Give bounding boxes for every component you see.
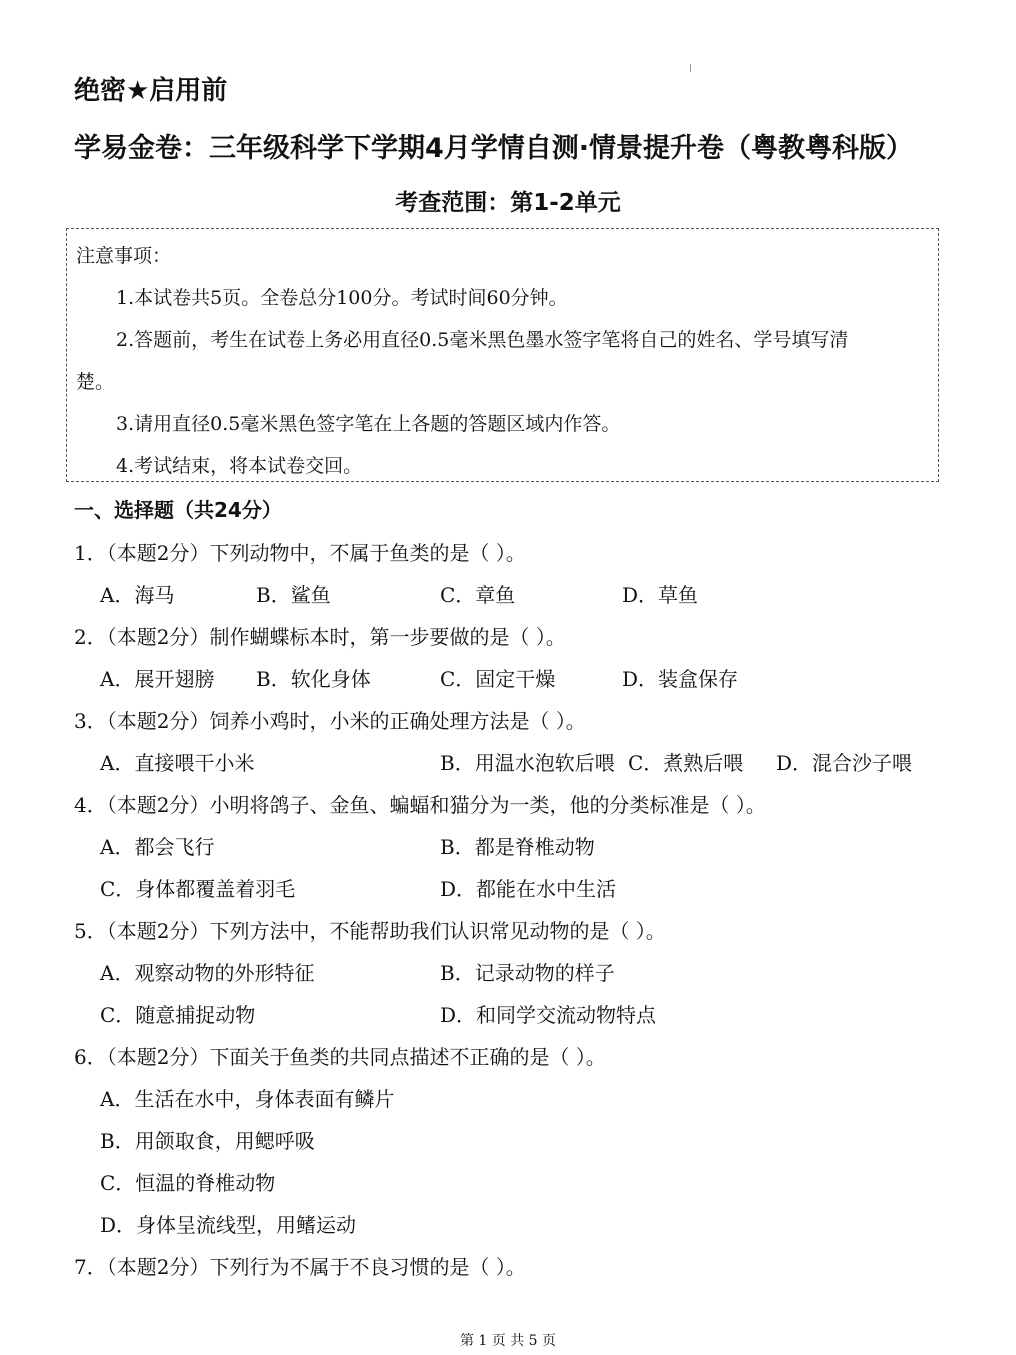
q1-option-a: A．海马	[100, 583, 175, 607]
q2-option-a: A．展开翅膀	[100, 667, 215, 691]
section-heading: 一、选择题（共24分）	[74, 498, 282, 522]
page-tick-mark	[690, 64, 691, 72]
q3-option-c: C．煮熟后喂	[628, 751, 744, 775]
question-2: 2．（本题2分）制作蝴蝶标本时，第一步要做的是（ ）。	[74, 625, 566, 649]
notice-item-2: 2.答题前，考生在试卷上务必用直径0.5毫米黑色墨水签字笔将自己的姓名、学号填写清	[116, 329, 849, 351]
q1-option-d: D．草鱼	[622, 583, 699, 607]
q3-option-a: A．直接喂干小米	[100, 751, 255, 775]
question-4: 4．（本题2分）小明将鸽子、金鱼、蝙蝠和猫分为一类，他的分类标准是（ ）。	[74, 793, 766, 817]
q1-option-c: C．章鱼	[440, 583, 516, 607]
q3-option-b: B．用温水泡软后喂	[440, 751, 615, 775]
page-title: 学易金卷：三年级科学下学期4月学情自测·情景提升卷（粤教粤科版）	[74, 133, 914, 164]
q5-option-a: A．观察动物的外形特征	[100, 961, 315, 985]
q3-option-d: D．混合沙子喂	[776, 751, 913, 775]
question-1: 1．（本题2分）下列动物中，不属于鱼类的是（ ）。	[74, 541, 526, 565]
q6-option-a: A．生活在水中，身体表面有鳞片	[100, 1087, 395, 1111]
q2-option-d: D．装盒保存	[622, 667, 739, 691]
notice-item-3: 3.请用直径0.5毫米黑色签字笔在上各题的答题区域内作答。	[116, 413, 621, 435]
q5-option-d: D．和同学交流动物特点	[440, 1003, 657, 1027]
question-6: 6．（本题2分）下面关于鱼类的共同点描述不正确的是（ ）。	[74, 1045, 606, 1069]
q6-option-d: D．身体呈流线型，用鳍运动	[100, 1213, 357, 1237]
q5-option-b: B．记录动物的样子	[440, 961, 615, 985]
question-5: 5．（本题2分）下列方法中，不能帮助我们认识常见动物的是（ ）。	[74, 919, 666, 943]
q4-option-c: C．身体都覆盖着羽毛	[100, 877, 296, 901]
q4-option-b: B．都是脊椎动物	[440, 835, 595, 859]
q4-option-d: D．都能在水中生活	[440, 877, 617, 901]
q1-option-b: B．鲨鱼	[256, 583, 331, 607]
notice-item-2-cont: 楚。	[76, 371, 115, 393]
notice-box	[66, 228, 939, 482]
question-3: 3．（本题2分）饲养小鸡时，小米的正确处理方法是（ ）。	[74, 709, 586, 733]
q5-option-c: C．随意捕捉动物	[100, 1003, 256, 1027]
q6-option-c: C．恒温的脊椎动物	[100, 1171, 276, 1195]
q2-option-b: B．软化身体	[256, 667, 371, 691]
notice-item-4: 4.考试结束，将本试卷交回。	[116, 455, 363, 477]
exam-range: 考查范围：第1-2单元	[395, 190, 621, 216]
notice-item-1: 1.本试卷共5页。全卷总分100分。考试时间60分钟。	[116, 287, 568, 309]
page-footer: 第 1 页 共 5 页	[459, 1333, 557, 1349]
q2-option-c: C．固定干燥	[440, 667, 556, 691]
q6-option-b: B．用颌取食，用鳃呼吸	[100, 1129, 315, 1153]
notice-heading: 注意事项：	[76, 245, 172, 267]
secret-label: 绝密★启用前	[74, 76, 228, 106]
q4-option-a: A．都会飞行	[100, 835, 215, 859]
question-7: 7．（本题2分）下列行为不属于不良习惯的是（ ）。	[74, 1255, 526, 1279]
